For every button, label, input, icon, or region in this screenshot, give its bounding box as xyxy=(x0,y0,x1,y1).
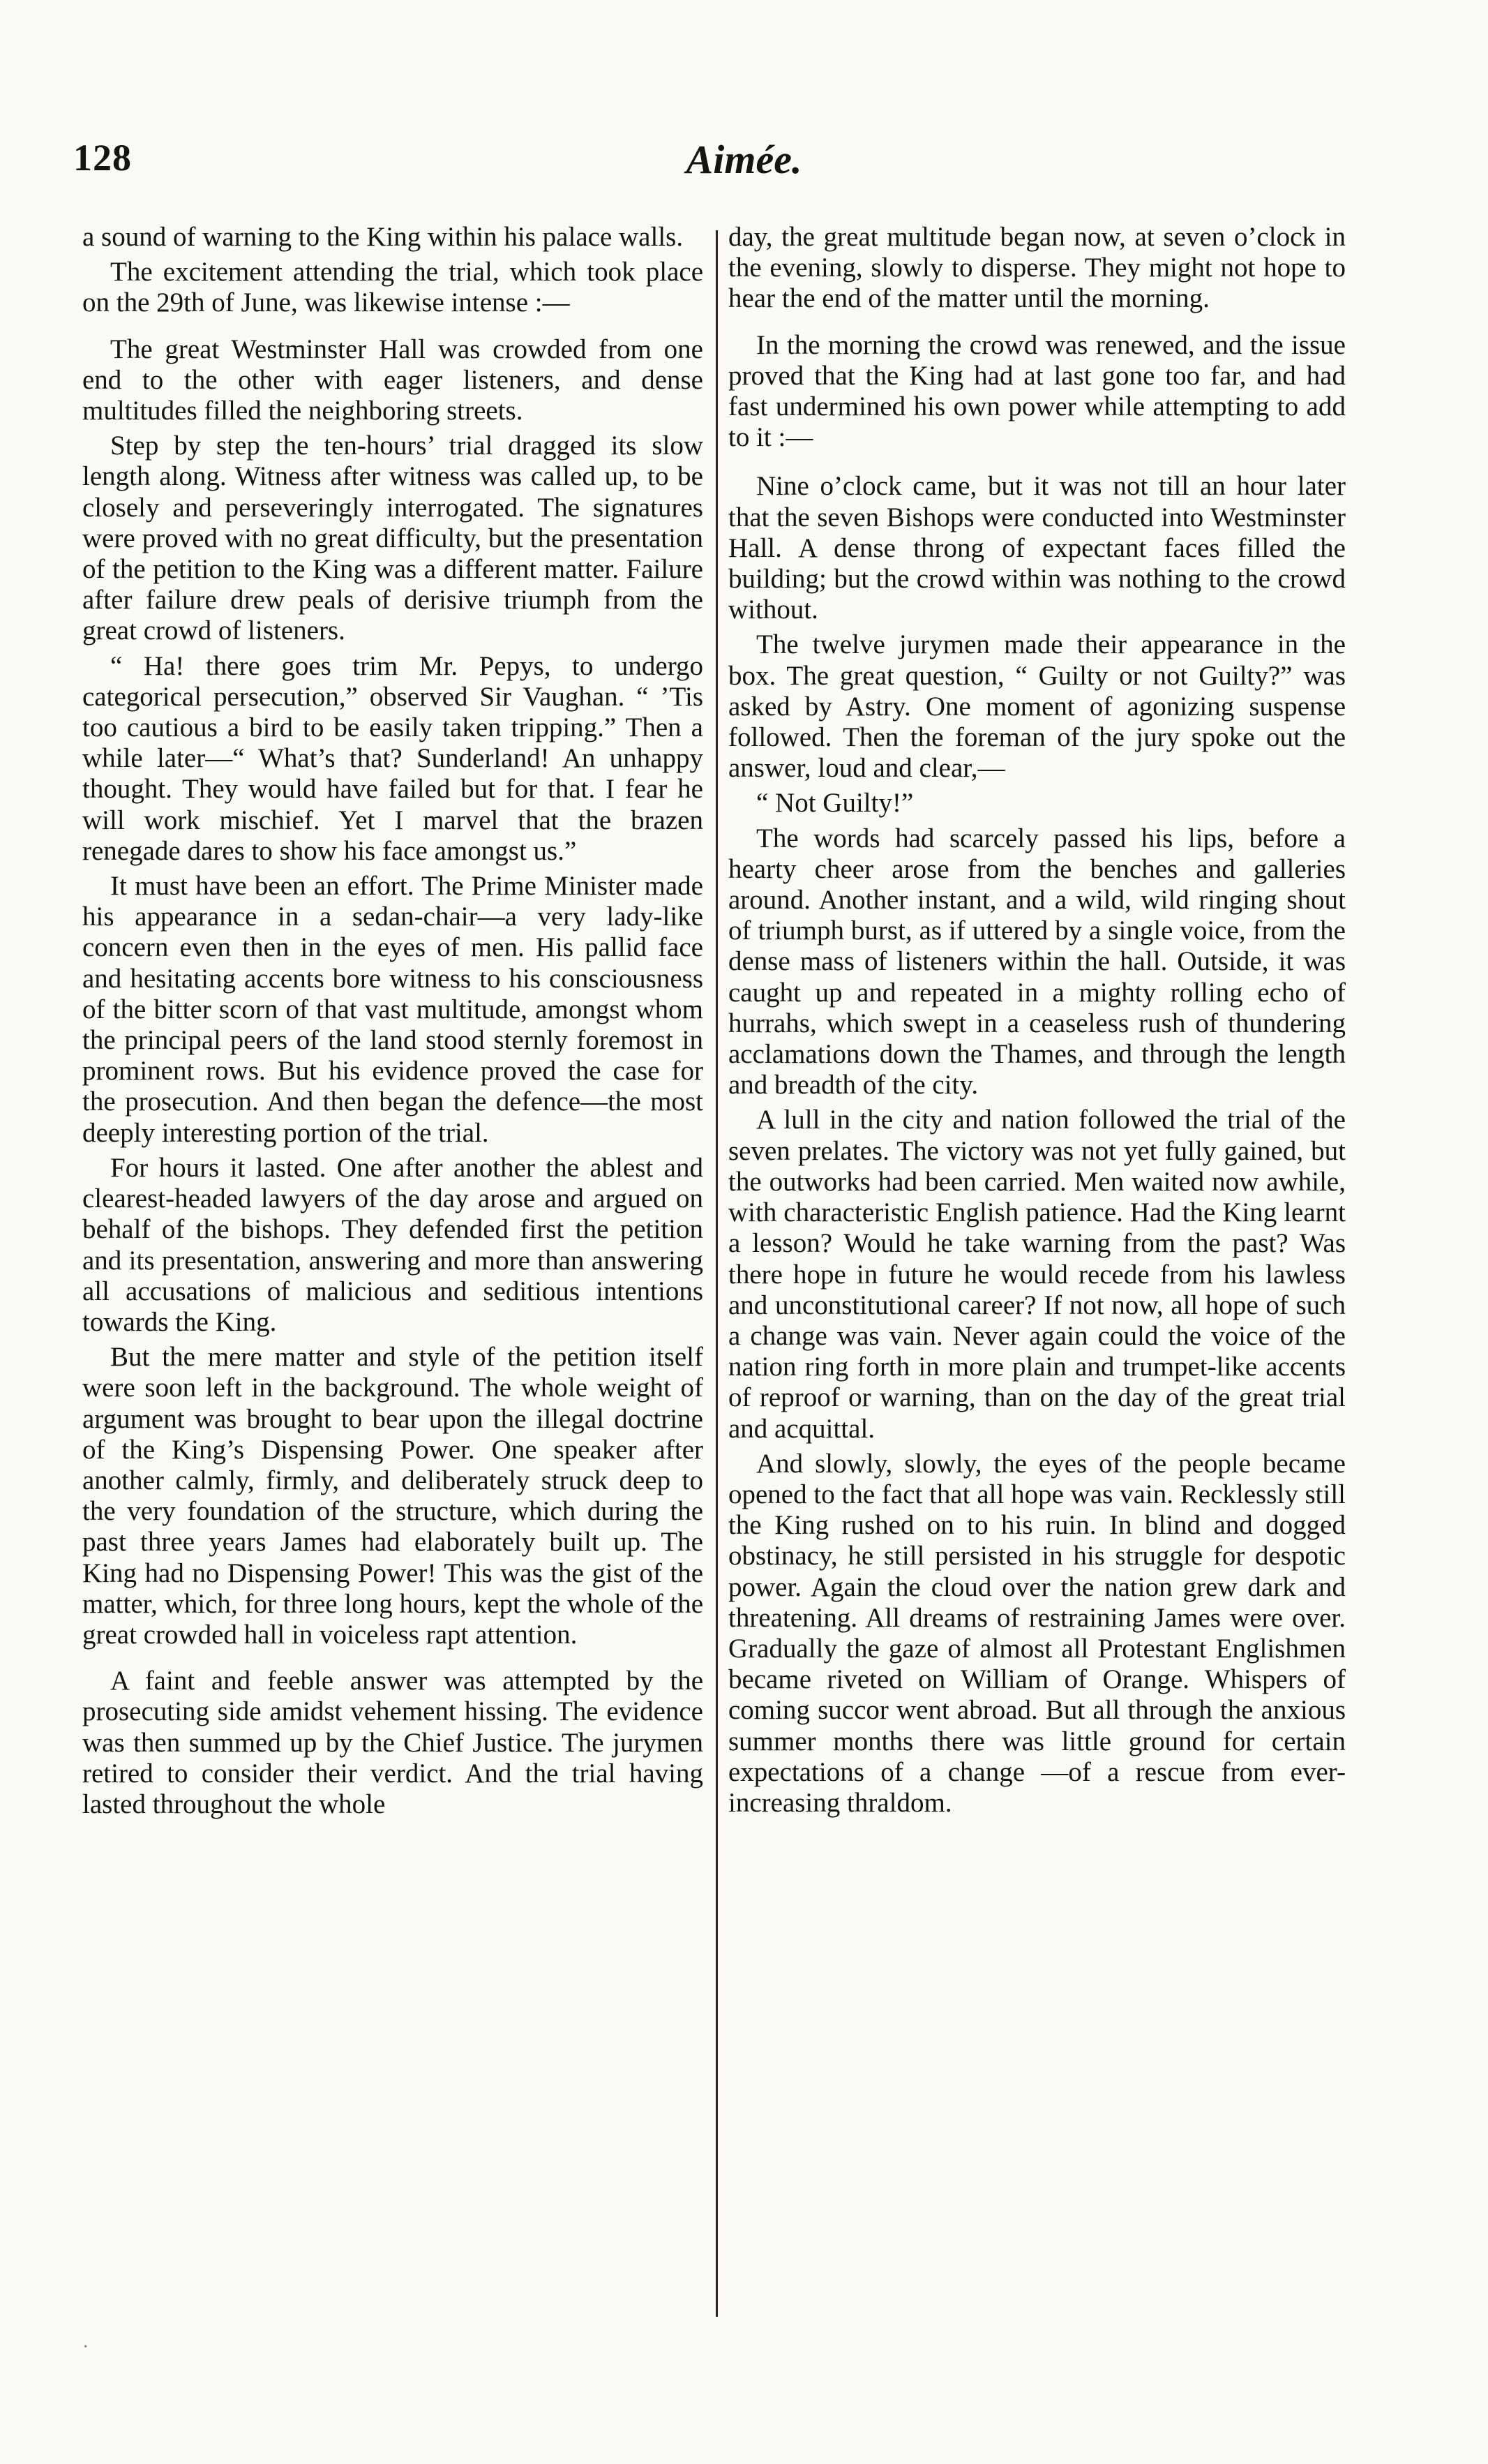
paragraph: “ Not Guilty!” xyxy=(756,788,914,819)
paragraph: A lull in the city and nation followed the trial of the seven prelates. The victory was not yet fully gained, but the outworks had been carried. Men waited now awhile, with characteristic English patience. Had the King learnt a lesson? Would he take warning from the past? Was there hope in future he would recede from his lawless and unconstitutional career? If not now, all hope of such a change was vain. Never again could the voice of the nation ring forth in more plain and trumpet-like accents of reproof or warning, than on the day of the great trial and acquittal. xyxy=(728,1105,1346,1444)
paragraph: Step by step the ten-hours’ trial dragged its slow length along. Witness after witness was called up, to be closely and perseveringly interrogated. The signatures were proved with no great difficulty, but the presentation of the petition to the King was a different matter. Failure after failure drew peals of derisive triumph from the great crowd of listeners. xyxy=(82,431,703,646)
column-divider xyxy=(716,230,718,2317)
page-header xyxy=(73,136,1488,199)
paragraph: “ Ha! there goes trim Mr. Pepys, to undergo categorical persecution,” observed Sir Vaughan. “ ’Tis too cautious a bird to be easily taken tripping.” Then a while later—“ What’s that? Sunderland! An unhappy thought. They would have failed but for that. I fear he will work mischief. Yet I marvel that the brazen renegade dares to show his face amongst us.” xyxy=(82,650,703,866)
paragraph: And slowly, slowly, the eyes of the people became opened to the fact that all hope was vain. Recklessly still the King rushed on to his ruin. In blind and dogged obstinacy, he still persisted in his struggle for despotic power. Again the cloud over the nation grew dark and threatening. All dreams of restraining James were over. Gradually the gaze of almost all Protestant Englishmen became riveted on William of Orange. Whispers of coming succor went abroad. But all through the anxious summer months there was little ground for certain expectations of a change —of a rescue from ever-increasing thraldom. xyxy=(728,1448,1346,1818)
print-speck: · xyxy=(82,2336,89,2358)
paragraph: In the morning the crowd was renewed, and the issue proved that the King had at last gone too far, and had fast undermined his own power while attempting to add to it :— xyxy=(728,329,1346,453)
paragraph: The twelve jurymen made their appearance in the box. The great question, “ Guilty or not Guilty?” was asked by Astry. One moment of agonizing suspense followed. Then the foreman of the jury spoke out the answer, loud and clear,— xyxy=(728,629,1346,784)
paragraph: For hours it lasted. One after another the ablest and clearest-headed lawyers of the day arose and argued on behalf of the bishops. They defended first the petition and its presentation, answering and more than answering all accusations of malicious and seditious intentions towards the King. xyxy=(82,1152,703,1337)
paragraph: It must have been an effort. The Prime Minister made his appearance in a sedan-chair—a very lady-like concern even then in the eyes of men. His pallid face and hesitating accents bore witness to his consciousness of the bitter scorn of that vast multitude, amongst whom the principal peers of the land stood sternly foremost in prominent rows. But his evidence proved the case for the prosecution. And then began the defence—the most deeply interesting portion of the trial. xyxy=(82,871,703,1148)
paragraph: Nine o’clock came, but it was not till an hour later that the seven Bishops were conducted into Westminster Hall. A dense throng of expectant faces filled the building; but the crowd within was nothing to the crowd without. xyxy=(728,471,1346,625)
paragraph: A faint and feeble answer was attempted by the prosecuting side amidst vehement hissing. The evidence was then summed up by the Chief Justice. The jurymen retired to consider their verdict. And the trial having lasted throughout the whole xyxy=(82,1666,703,1819)
paragraph: a sound of warning to the King within his palace walls. xyxy=(82,222,684,252)
paragraph: The great Westminster Hall was crowded from one end to the other with eager listeners, and dense multitudes filled the neighboring streets. xyxy=(82,334,703,426)
paragraph: day, the great multitude began now, at seven o’clock in the evening, slowly to disperse. They might not hope to hear the end of the matter until the morning. xyxy=(728,222,1346,314)
paragraph: The words had scarcely passed his lips, before a hearty cheer arose from the benches and galleries around. Another instant, and a wild, wild ringing shout of triumph burst, as if uttered by a single voice, from the dense mass of listeners within the hall. Outside, it was caught up and repeated in a mighty rolling echo of hurrahs, which swept in a ceaseless rush of thundering acclamations down the Thames, and through the length and breadth of the city. xyxy=(728,823,1346,1100)
right-column xyxy=(728,222,1346,1823)
left-column xyxy=(82,222,703,1824)
running-head: Aimée. xyxy=(686,137,802,182)
paragraph: The excitement attending the trial, which took place on the 29th of June, was likewise intense :— xyxy=(82,257,703,318)
page-number: 128 xyxy=(73,137,132,179)
paragraph: But the mere matter and style of the petition itself were soon left in the background. The whole weight of argument was brought to bear upon the illegal doctrine of the King’s Dispensing Power. One speaker after another calmly, firmly, and deliberately struck deep to the very foundation of the structure, which during the past three years James had elaborately built up. The King had no Dispensing Power! This was the gist of the matter, which, for three long hours, kept the whole of the great crowded hall in voiceless rapt attention. xyxy=(82,1342,703,1650)
